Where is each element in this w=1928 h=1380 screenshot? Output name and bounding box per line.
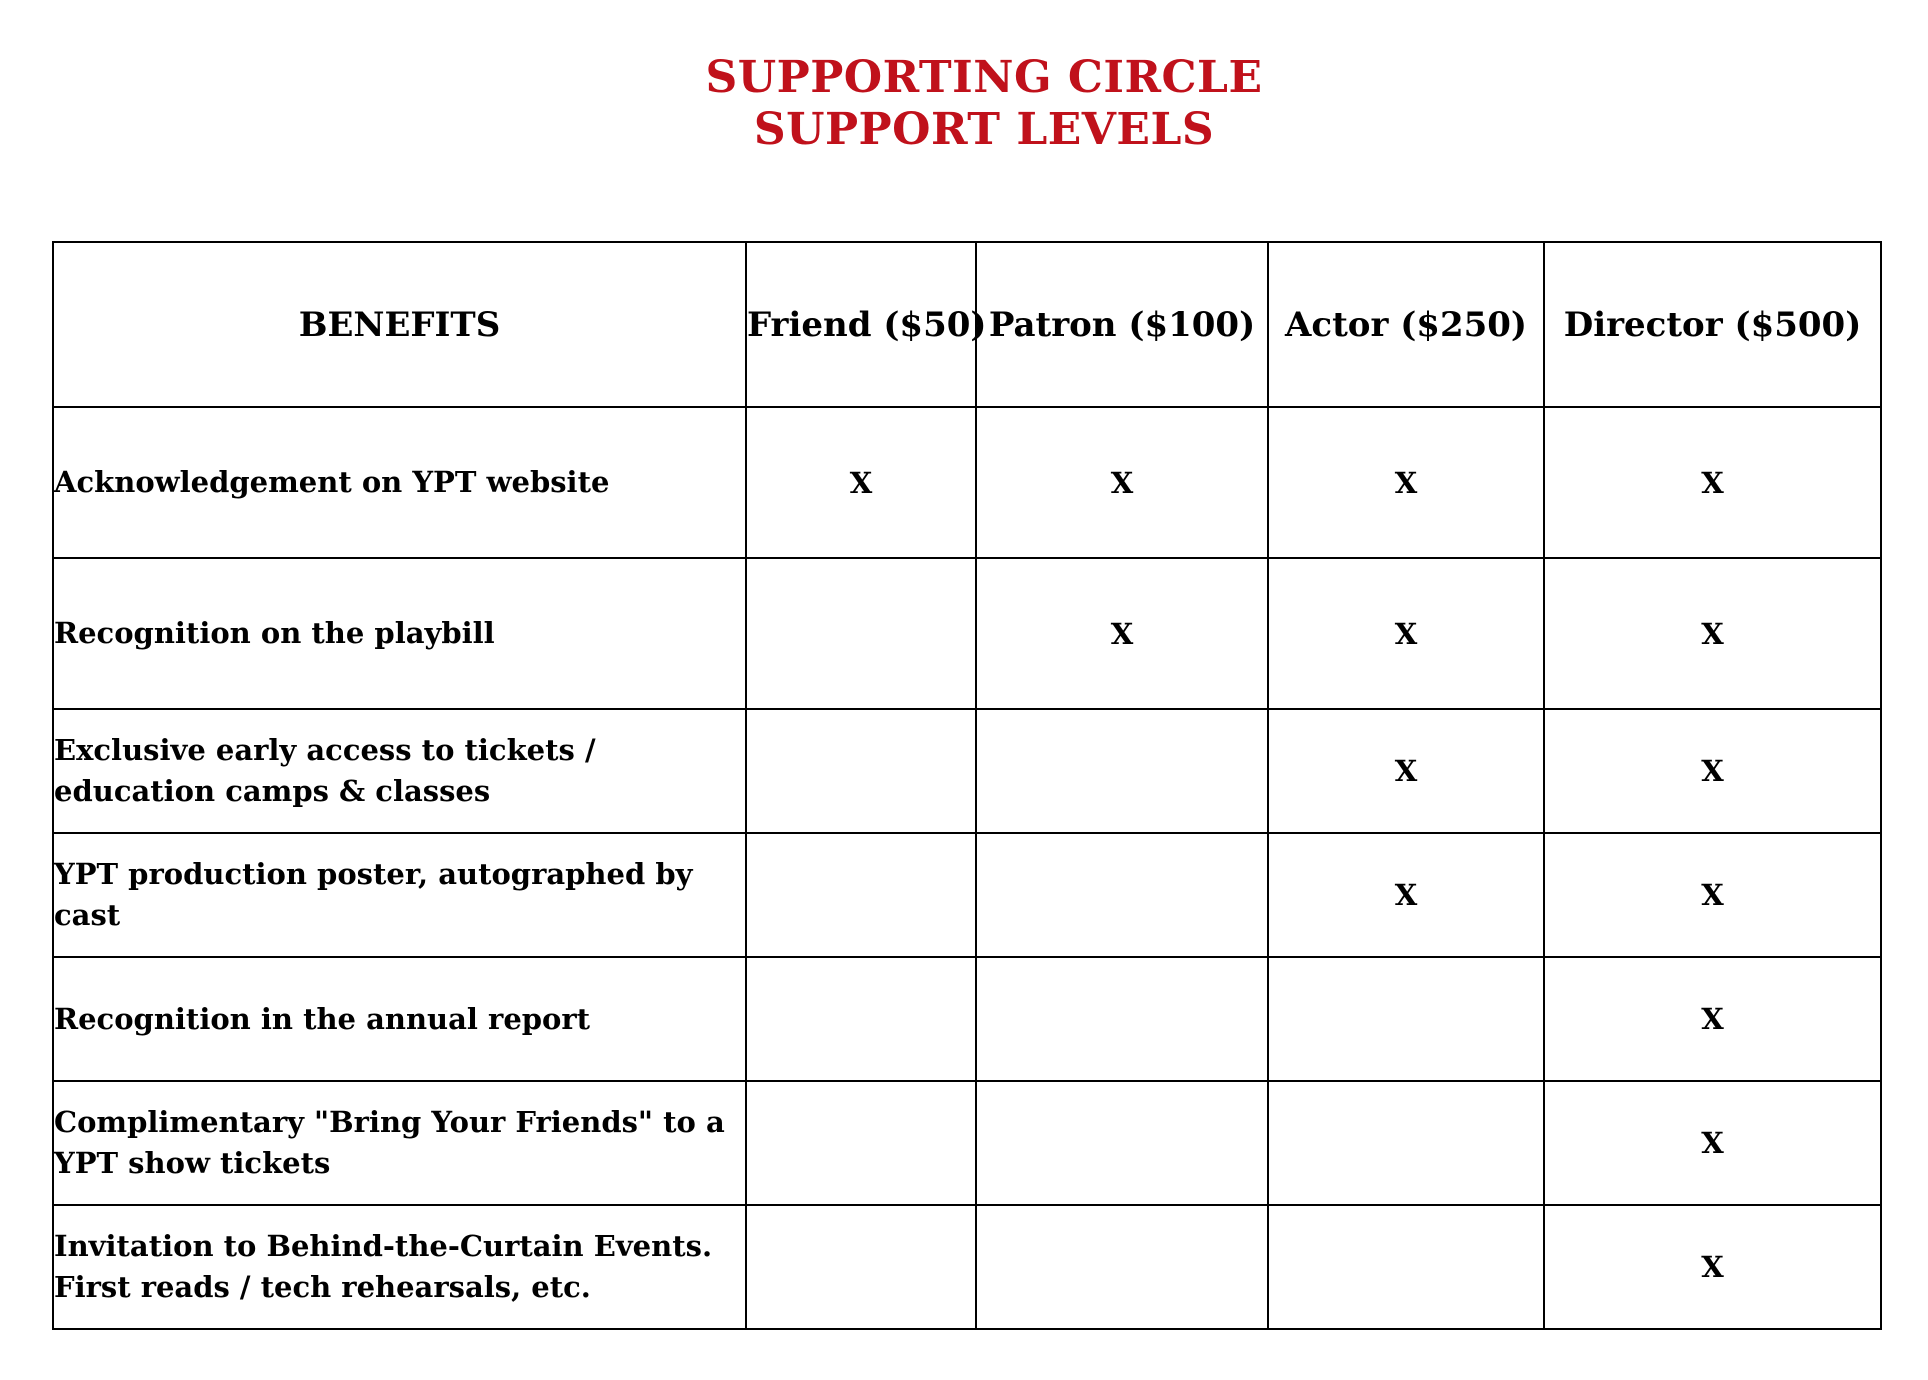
patron-mark — [976, 709, 1268, 833]
director-mark: X — [1544, 1081, 1881, 1205]
director-mark: X — [1544, 407, 1881, 558]
friend-mark — [746, 709, 976, 833]
title-line-2: SUPPORT LEVELS — [753, 104, 1215, 155]
benefit-cell — [53, 1205, 746, 1329]
benefit-cell: Exclusive early access to tickets / education camps & classes — [53, 709, 746, 833]
header-friend: Friend ($50) — [746, 242, 976, 407]
support-levels-table — [52, 241, 1882, 1330]
director-mark: X — [1544, 709, 1881, 833]
benefit-cell: Complimentary "Bring Your Friends" to a YPT show tickets — [53, 1081, 746, 1205]
benefit-line-2: First reads / tech rehearsals, etc. — [54, 1270, 591, 1304]
patron-mark — [976, 1205, 1268, 1329]
actor-mark: X — [1268, 407, 1544, 558]
actor-mark: X — [1268, 558, 1544, 709]
table-row — [53, 709, 1881, 833]
patron-mark — [976, 1081, 1268, 1205]
actor-mark — [1268, 1205, 1544, 1329]
benefit-cell: Acknowledgement on YPT website — [53, 407, 746, 558]
title-line-1: SUPPORTING CIRCLE — [705, 52, 1263, 103]
table-row — [53, 1081, 1881, 1205]
actor-mark: X — [1268, 833, 1544, 957]
table-header-row — [53, 242, 1881, 407]
patron-mark: X — [976, 407, 1268, 558]
friend-mark — [746, 558, 976, 709]
director-mark: X — [1544, 957, 1881, 1081]
header-director: Director ($500) — [1544, 242, 1881, 407]
header-benefits: BENEFITS — [53, 242, 746, 407]
patron-mark — [976, 957, 1268, 1081]
header-actor: Actor ($250) — [1268, 242, 1544, 407]
header-patron: Patron ($100) — [976, 242, 1268, 407]
actor-mark — [1268, 1081, 1544, 1205]
patron-mark: X — [976, 558, 1268, 709]
table-row — [53, 833, 1881, 957]
friend-mark: X — [746, 407, 976, 558]
actor-mark — [1268, 957, 1544, 1081]
friend-mark — [746, 833, 976, 957]
director-mark: X — [1544, 1205, 1881, 1329]
table-row — [53, 558, 1881, 709]
friend-mark — [746, 1081, 976, 1205]
table-row — [53, 957, 1881, 1081]
director-mark: X — [1544, 558, 1881, 709]
friend-mark — [746, 957, 976, 1081]
director-mark: X — [1544, 833, 1881, 957]
benefit-cell: Recognition on the playbill — [53, 558, 746, 709]
table-row — [53, 407, 1881, 558]
benefit-line-1: Invitation to Behind-the-Curtain Events. — [54, 1229, 713, 1263]
page-title — [0, 52, 1928, 156]
benefit-cell: Recognition in the annual report — [53, 957, 746, 1081]
actor-mark: X — [1268, 709, 1544, 833]
table-row — [53, 1205, 1881, 1329]
patron-mark — [976, 833, 1268, 957]
friend-mark — [746, 1205, 976, 1329]
benefit-cell: YPT production poster, autographed by cast — [53, 833, 746, 957]
